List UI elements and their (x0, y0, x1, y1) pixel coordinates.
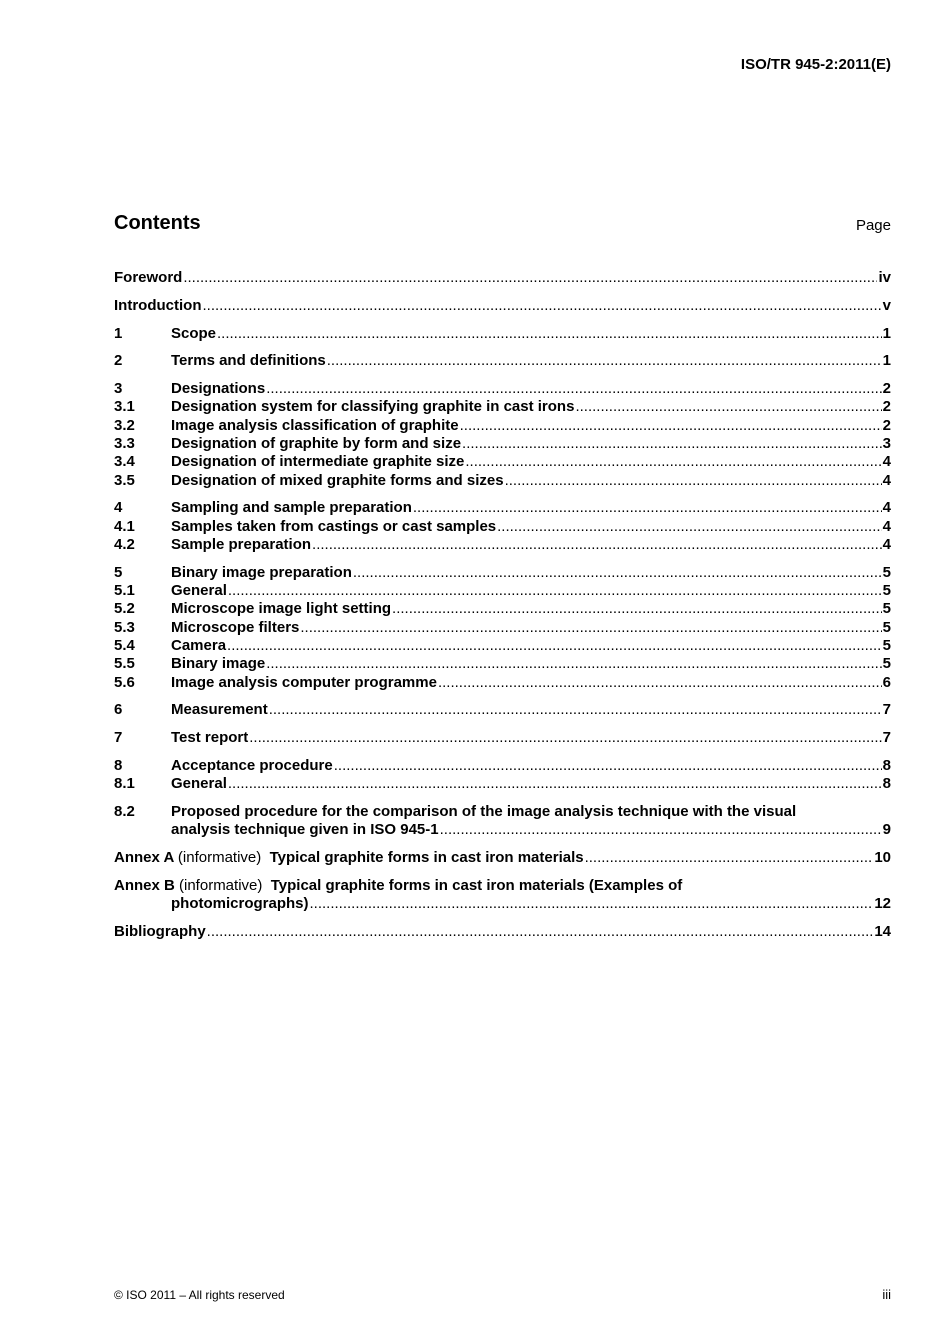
toc-entry-page: 14 (874, 923, 891, 941)
toc-leader-dots (334, 757, 882, 775)
toc-entry[interactable] (114, 536, 891, 554)
toc-leader-dots (266, 655, 881, 673)
toc-entry[interactable] (114, 269, 891, 287)
toc-entry[interactable] (114, 655, 891, 673)
toc-entry-page: 2 (882, 380, 891, 398)
toc-entry-title: Acceptance procedure (171, 757, 333, 775)
toc-entry-number: 5.2 (114, 600, 135, 618)
toc-entry[interactable] (114, 417, 891, 435)
toc-entry-title: Binary image (171, 655, 266, 673)
toc-entry-number: 3.4 (114, 453, 135, 471)
toc-leader-dots (440, 821, 882, 839)
toc-entry-number: 8 (114, 757, 123, 775)
toc-entry-number: 4.1 (114, 517, 135, 535)
toc-leader-dots (353, 564, 882, 582)
toc-entry-number: 5.5 (114, 655, 135, 673)
toc-leader-dots (249, 729, 881, 747)
toc-entry-number: 5 (114, 563, 123, 581)
toc-entry-number: 1 (114, 324, 123, 342)
toc-entry[interactable] (114, 435, 891, 453)
toc-leader-dots (327, 352, 882, 370)
footer-page-number: iii (882, 1287, 891, 1302)
toc-entry-title: Sampling and sample preparation (171, 499, 412, 517)
toc-leader-dots (228, 582, 882, 600)
annex-label: Annex A (114, 849, 174, 867)
contents-title: Contents (114, 212, 201, 234)
toc-entry-page: 5 (882, 600, 891, 618)
toc-entry-title: Designation of graphite by form and size (171, 435, 462, 453)
toc-entry[interactable] (114, 564, 891, 582)
toc-entry[interactable] (114, 352, 891, 370)
toc-entry-number: 8.2 (114, 803, 135, 821)
toc-entry-number: 3.3 (114, 435, 135, 453)
toc-leader-dots (217, 325, 882, 343)
toc-leader-dots (465, 453, 881, 471)
toc-entry-page: 2 (882, 416, 891, 434)
toc-leader-dots (505, 472, 882, 490)
toc-entry-title: Scope (171, 324, 217, 342)
toc-entry-bibliography[interactable] (114, 923, 891, 941)
toc-entry-page: 4 (882, 499, 891, 517)
toc-entry-title: Camera (171, 637, 227, 655)
toc-entry-page: 4 (882, 517, 891, 535)
toc-entry-title: Designation of mixed graphite forms and sizes (171, 471, 504, 489)
toc-entry-page: 2 (882, 398, 891, 416)
toc-entry[interactable] (114, 674, 891, 692)
toc-entry-title: Binary image preparation (171, 563, 352, 581)
toc-entry[interactable] (114, 297, 891, 315)
toc-leader-dots (438, 674, 882, 692)
toc-leader-dots (310, 895, 874, 913)
toc-leader-dots (392, 600, 882, 618)
toc-entry-number: 5.4 (114, 637, 135, 655)
toc-entry-number: 5.6 (114, 673, 135, 691)
toc-entry[interactable] (114, 775, 891, 793)
toc-leader-dots (497, 518, 882, 536)
toc-entry[interactable] (114, 380, 891, 398)
toc-leader-dots (202, 297, 881, 315)
toc-entry[interactable] (114, 518, 891, 536)
toc-entry-page: 10 (874, 849, 891, 867)
toc-entry-page: 4 (882, 453, 891, 471)
toc-entry-title: General (171, 775, 227, 793)
toc-entry-number: 3.1 (114, 398, 135, 416)
toc-entry-title: Foreword (114, 269, 183, 286)
toc-entry[interactable] (114, 582, 891, 600)
toc-entry-number: 2 (114, 352, 123, 370)
footer-copyright: © ISO 2011 – All rights reserved (114, 1288, 285, 1302)
toc-entry[interactable] (114, 472, 891, 490)
toc-entry-page: v (882, 296, 891, 314)
toc-entry[interactable] (114, 619, 891, 637)
toc-entry-title: Microscope image light setting (171, 600, 392, 618)
toc-entry-title: Terms and definitions (171, 352, 326, 370)
toc-leader-dots (227, 637, 882, 655)
toc-entry-number: 3.5 (114, 471, 135, 489)
page-column-label: Page (855, 217, 891, 234)
toc-entry-number: 4.2 (114, 536, 135, 554)
toc-entry-title: Introduction (114, 296, 202, 314)
toc-entry-page: 3 (882, 435, 891, 453)
toc-entry-annex-b[interactable] (114, 877, 891, 914)
toc-entry-page: 4 (882, 536, 891, 554)
toc-leader-dots (312, 536, 882, 554)
annex-title: Typical graphite forms in cast iron materials (269, 849, 584, 867)
toc-entry[interactable] (114, 600, 891, 618)
toc-leader-dots (228, 775, 882, 793)
annex-title: Typical graphite forms in cast iron materials (Examples of (270, 877, 683, 895)
toc-entry-number: 4 (114, 499, 123, 517)
toc-entry[interactable] (114, 453, 891, 471)
toc-entry[interactable] (114, 637, 891, 655)
toc-entry-page: 5 (882, 655, 891, 673)
toc-entry-number: 5.3 (114, 618, 135, 636)
toc-entry-page: 7 (882, 701, 891, 719)
toc-leader-dots (585, 849, 874, 867)
document-id: ISO/TR 945-2:2011(E) (740, 56, 891, 73)
toc-entry-number: 5.1 (114, 582, 135, 600)
toc-entry-title-cont: analysis technique given in ISO 945-1 (171, 821, 439, 839)
toc-leader-dots (462, 435, 882, 453)
toc-entry-title: Image analysis classification of graphite (171, 416, 459, 434)
toc-entry-title: Microscope filters (171, 618, 300, 636)
toc-entry-page: 5 (882, 618, 891, 636)
toc-entry-number: 6 (114, 701, 123, 719)
annex-label: Annex B (114, 877, 175, 895)
toc-entry-page: 12 (874, 895, 891, 913)
toc-entry-title: Measurement (171, 701, 268, 719)
toc-entry-page: 8 (882, 757, 891, 775)
toc-entry-title: Samples taken from castings or cast samples (171, 517, 497, 535)
annex-informative: (informative) (179, 877, 263, 895)
toc-entry-page: 5 (882, 582, 891, 600)
toc-entry-page: 1 (882, 324, 891, 342)
toc-entry-title: Image analysis computer programme (171, 673, 437, 691)
toc-entry-page: iv (878, 269, 891, 286)
toc-entry-page: 6 (882, 673, 891, 691)
toc-leader-dots (460, 417, 882, 435)
toc-entry-number: 7 (114, 729, 123, 747)
toc-entry-page: 1 (882, 352, 891, 370)
toc-leader-dots (183, 269, 877, 287)
toc-entry[interactable] (114, 325, 891, 343)
toc-entry-annex-a[interactable] (114, 849, 891, 867)
toc-entry[interactable] (114, 398, 891, 416)
toc-entry-title: Test report (171, 729, 249, 747)
toc-leader-dots (269, 701, 882, 719)
toc-entry-page: 5 (882, 637, 891, 655)
toc-entry-page: 7 (882, 729, 891, 747)
toc-leader-dots (266, 380, 881, 398)
toc-entry-number: 3 (114, 380, 123, 398)
toc-entry[interactable] (114, 701, 891, 719)
toc-entry-page: 4 (882, 471, 891, 489)
toc-entry-number: 3.2 (114, 416, 135, 434)
toc-entry-8-2[interactable] (114, 803, 891, 840)
toc-entry-page: 5 (882, 563, 891, 581)
toc-entry-title: Sample preparation (171, 536, 312, 554)
toc-entry-title: Proposed procedure for the comparison of the image analysis technique with the visual (171, 803, 797, 821)
toc-entry[interactable] (114, 729, 891, 747)
toc-leader-dots (413, 499, 882, 517)
toc-leader-dots (575, 398, 881, 416)
toc-entry-number: 8.1 (114, 775, 135, 793)
toc-entry-title: Designations (171, 380, 266, 398)
toc-entry[interactable] (114, 499, 891, 517)
toc-leader-dots (207, 923, 874, 941)
table-of-contents (114, 269, 891, 941)
toc-entry[interactable] (114, 757, 891, 775)
annex-informative: (informative) (177, 849, 262, 867)
annex-title-cont: photomicrographs) (171, 895, 309, 913)
toc-entry-page: 9 (882, 821, 891, 839)
toc-entry-page: 8 (882, 775, 891, 793)
toc-entry-title: General (171, 582, 227, 600)
toc-entry-title: Designation of intermediate graphite size (171, 453, 465, 471)
toc-entry-title: Bibliography (114, 923, 206, 941)
contents-heading (114, 211, 891, 235)
toc-leader-dots (300, 619, 881, 637)
toc-entry-title: Designation system for classifying graphite in cast irons (171, 398, 575, 416)
